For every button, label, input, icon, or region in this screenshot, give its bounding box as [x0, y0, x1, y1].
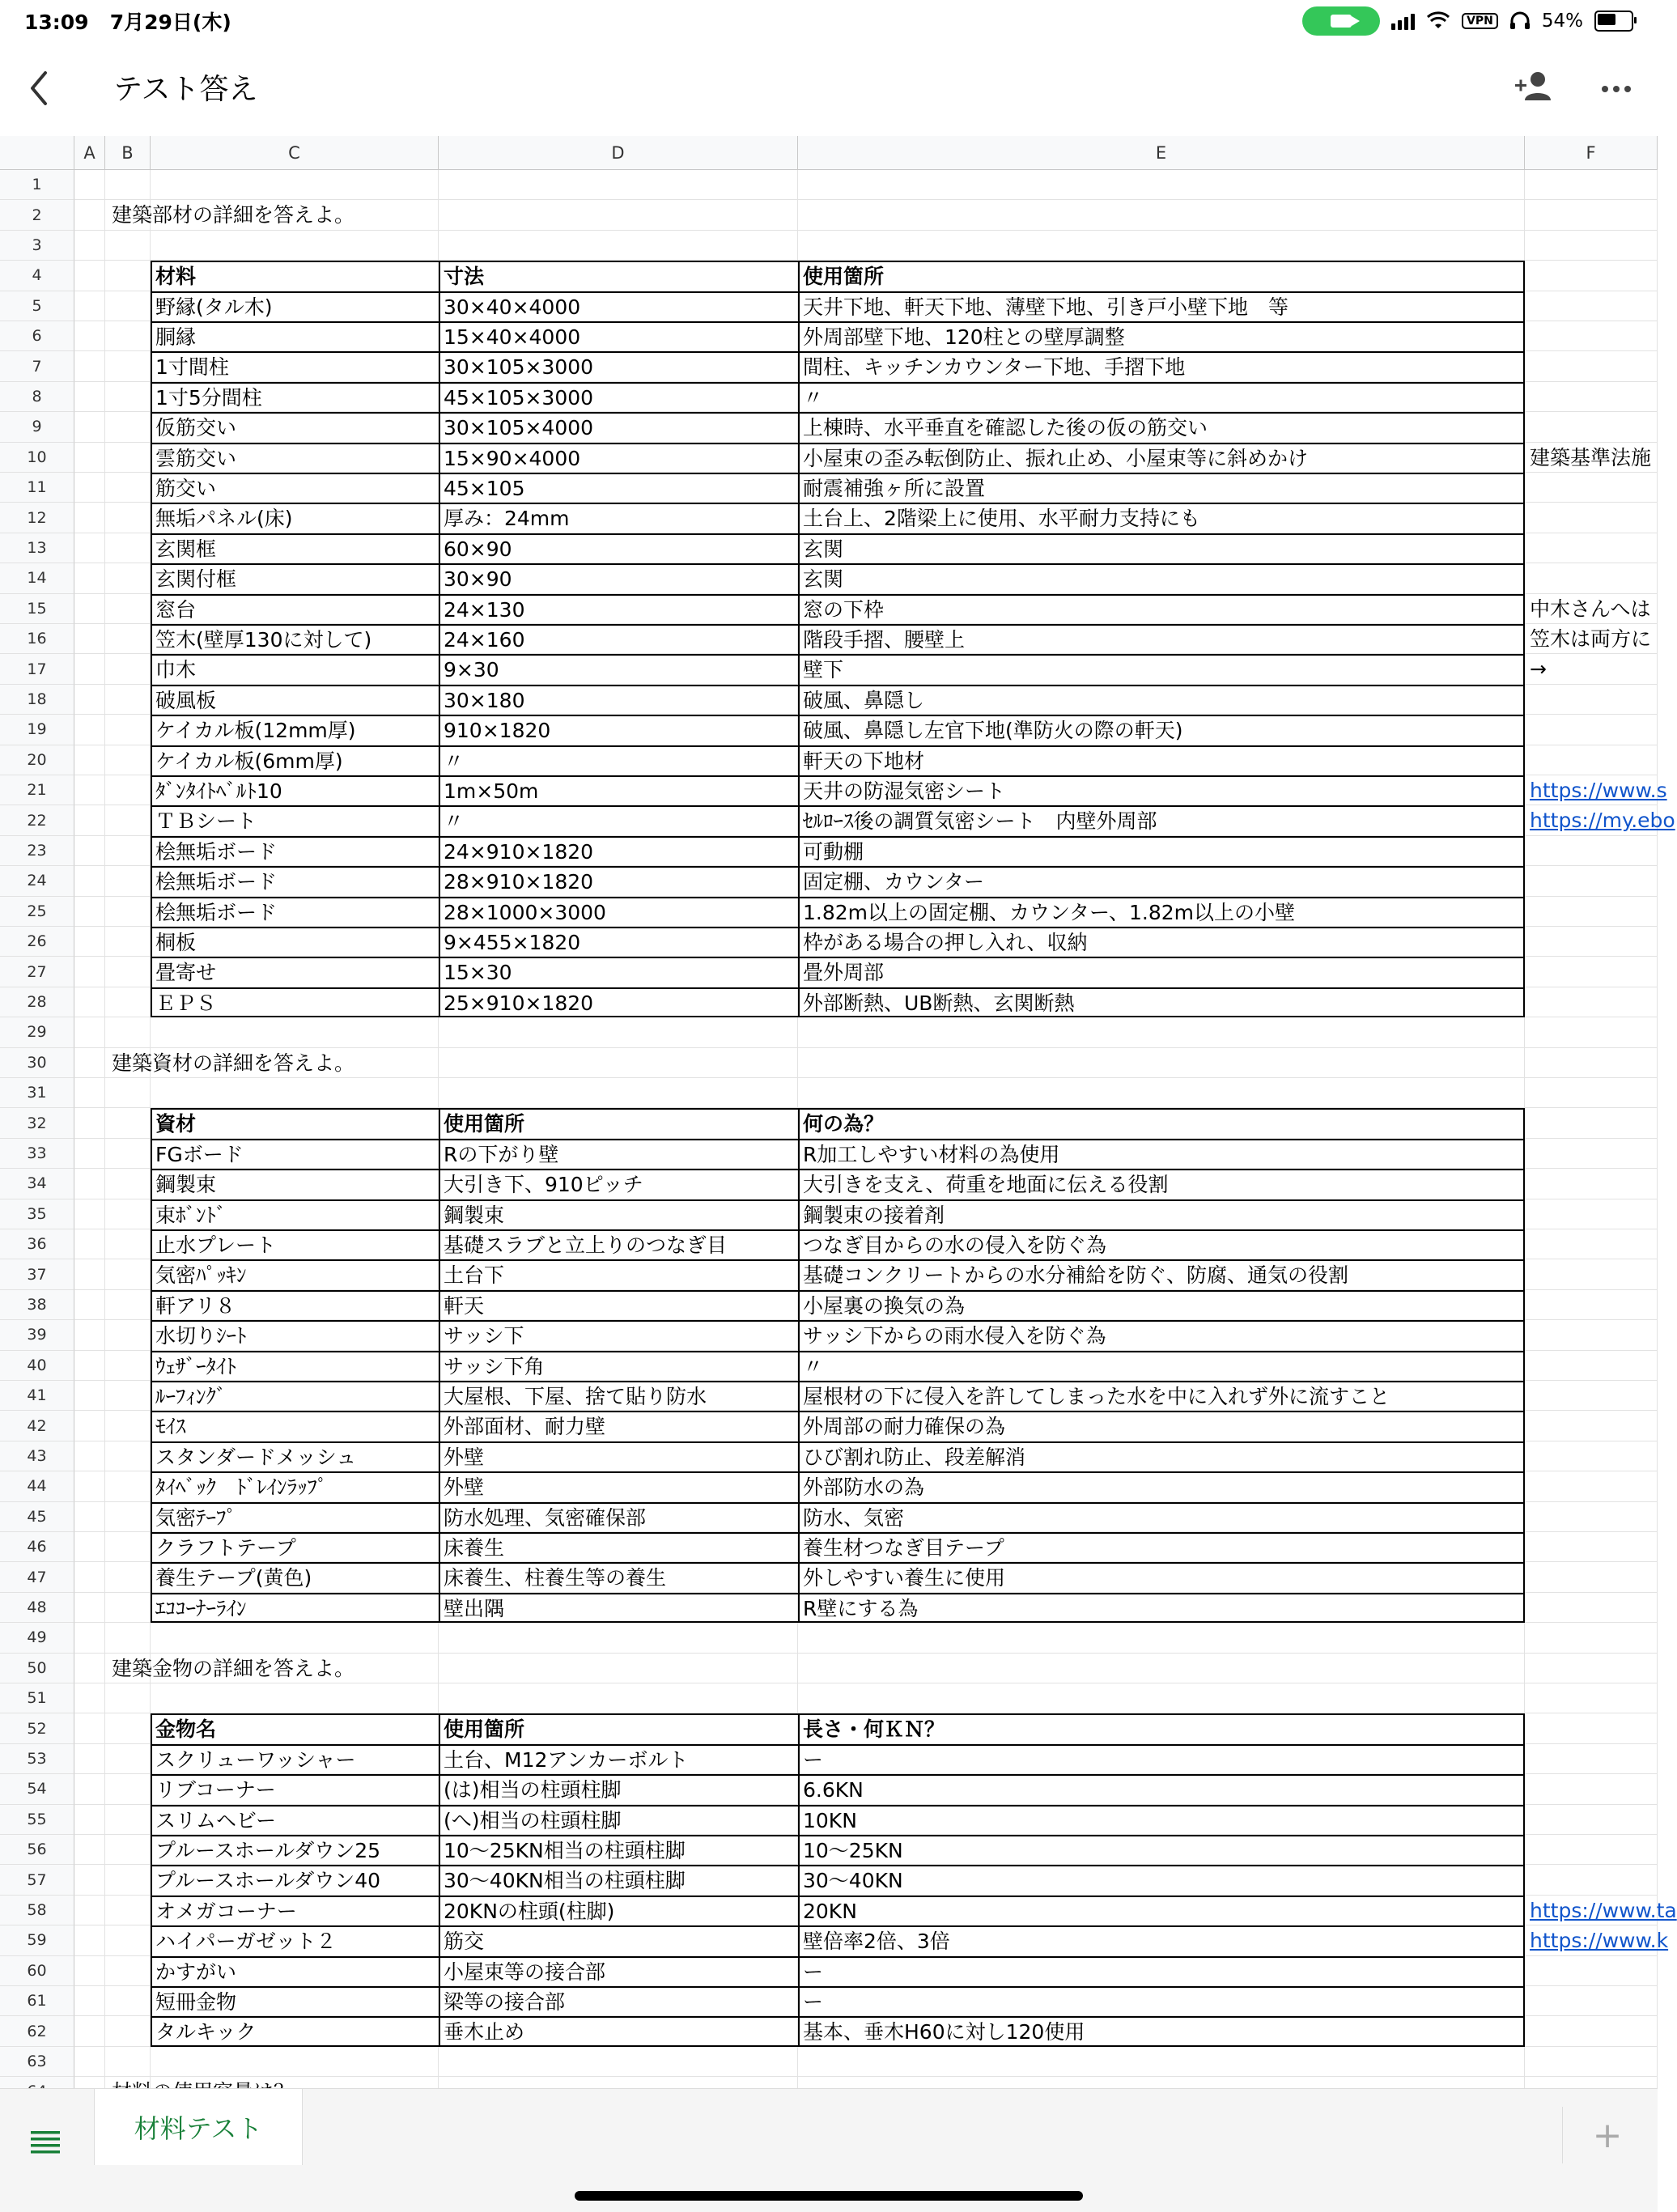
table-cell[interactable]: 28×1000×3000	[444, 900, 606, 924]
row-header[interactable]: 34	[0, 1169, 74, 1199]
table-cell[interactable]: R壁にする為	[803, 1596, 919, 1620]
table-cell[interactable]: 窓の下枠	[803, 597, 885, 622]
sheet-tab-bar	[0, 2088, 1658, 2212]
table-cell[interactable]: 30×105×3000	[444, 355, 594, 380]
table-cell[interactable]: 外部防水の為	[803, 1475, 925, 1500]
table-cell[interactable]: 軒天	[444, 1293, 485, 1318]
table-cell[interactable]: 24×910×1820	[444, 839, 594, 864]
table-cell[interactable]: 基礎コンクリートからの水分補給を防ぐ、防腐、通気の役割	[803, 1263, 1349, 1288]
table-cell[interactable]: ケイカル板(6mm厚)	[155, 749, 343, 773]
table-header-cell[interactable]: 使用箇所	[444, 1112, 525, 1136]
table-cell[interactable]: 屋根材の下に侵入を許してしまった水を中に入れず外に流すこと	[803, 1385, 1390, 1408]
vpn-badge: VPN	[1462, 13, 1498, 29]
row-header[interactable]: 21	[0, 775, 74, 805]
sheet-list-menu-icon[interactable]	[23, 2120, 68, 2165]
spreadsheet-grid[interactable]	[0, 136, 1677, 2088]
section-heading[interactable]: 建築部材の詳細を答えよ。	[112, 203, 355, 227]
row-header[interactable]: 60	[0, 1956, 74, 1986]
status-time: 13:09 7月29日(木)	[24, 11, 231, 34]
table-cell[interactable]: オメガコーナー	[155, 1899, 297, 1923]
back-arrow-icon[interactable]	[23, 66, 55, 110]
row-header[interactable]: 63	[0, 2047, 74, 2077]
table-cell[interactable]: 床養生	[444, 1536, 505, 1560]
table-cell[interactable]: ー	[803, 1747, 824, 1772]
hyperlink-cell[interactable]: https://www.k	[1530, 1929, 1669, 1953]
table-cell[interactable]: 気密ﾃｰﾌﾟ	[155, 1505, 237, 1530]
table-cell[interactable]: 間柱、キッチンカウンター下地、手摺下地	[803, 355, 1186, 380]
row-header[interactable]: 53	[0, 1744, 74, 1774]
table-cell[interactable]: 無垢パネル(床)	[155, 507, 293, 531]
row-header[interactable]: 23	[0, 836, 74, 866]
table-header-cell[interactable]: 何の為？	[803, 1112, 885, 1136]
table-cell[interactable]: 仮筋交い	[155, 416, 237, 440]
row-header[interactable]: 32	[0, 1108, 74, 1138]
table-column-border	[439, 1108, 440, 1623]
table-cell[interactable]: 胴縁	[155, 325, 197, 349]
table-cell[interactable]: 9×455×1820	[444, 931, 581, 954]
table-cell[interactable]: リブコーナー	[155, 1778, 276, 1802]
table-cell[interactable]: (へ)相当の柱頭柱脚	[444, 1808, 622, 1832]
row-header[interactable]: 19	[0, 715, 74, 745]
row-header[interactable]: 39	[0, 1320, 74, 1350]
table-cell[interactable]: 外しやすい養生に使用	[803, 1566, 1006, 1590]
row-header[interactable]: 31	[0, 1078, 74, 1108]
table-cell[interactable]: 30〜40KN	[803, 1869, 903, 1893]
table-cell[interactable]: クラフトテープ	[155, 1536, 296, 1560]
table-header-cell[interactable]: 金物名	[155, 1717, 217, 1742]
table-cell[interactable]: 土台上、2階梁上に使用、水平耐力支持にも	[803, 507, 1200, 531]
row-header[interactable]: 6	[0, 321, 74, 351]
row-header[interactable]: 50	[0, 1654, 74, 1683]
table-cell[interactable]: 9×30	[444, 658, 499, 682]
table-cell[interactable]: サッシ下	[444, 1324, 524, 1348]
table-cell[interactable]: 10KN	[803, 1808, 857, 1832]
row-header[interactable]: 62	[0, 2016, 74, 2046]
table-cell[interactable]: FGボード	[155, 1142, 244, 1166]
table-cell[interactable]: 外部断熱、UB断熱、玄関断熱	[803, 991, 1075, 1015]
row-header[interactable]: 61	[0, 1986, 74, 2016]
row-header[interactable]: 59	[0, 1925, 74, 1955]
table-cell[interactable]: 畳寄せ	[155, 961, 217, 985]
table-header-cell[interactable]: 材料	[155, 265, 197, 289]
table-cell[interactable]: 外周部の耐力確保の為	[803, 1415, 1006, 1439]
table-cell[interactable]: Rの下がり壁	[444, 1142, 559, 1166]
table-column-border	[439, 1713, 440, 2046]
table-cell[interactable]: 上棟時、水平垂直を確認した後の仮の筋交い	[803, 416, 1208, 440]
table-cell[interactable]: 桧無垢ボード	[155, 839, 278, 864]
table-cell[interactable]: 910×1820	[444, 719, 551, 743]
table-cell[interactable]: 28×910×1820	[444, 870, 594, 894]
table-cell[interactable]: 15×40×4000	[444, 325, 581, 349]
table-cell[interactable]: 養生材つなぎ目テープ	[803, 1536, 1004, 1560]
row-header[interactable]: 27	[0, 957, 74, 987]
hyperlink-cell[interactable]: https://www.s	[1530, 779, 1667, 802]
row-header[interactable]: 1	[0, 170, 74, 200]
table-cell[interactable]: 外周部壁下地、120柱との壁厚調整	[803, 325, 1125, 349]
table-cell[interactable]: 壁下	[803, 658, 844, 682]
table-cell[interactable]: 野縁(タル木)	[155, 295, 273, 319]
table-cell[interactable]: 天井の防湿気密シート	[803, 779, 1006, 803]
table-cell[interactable]: 〃	[444, 749, 465, 773]
table-cell[interactable]: 10〜25KN相当の柱頭柱脚	[444, 1839, 686, 1862]
table-cell[interactable]: ﾓｲｽ	[155, 1415, 186, 1439]
row-header[interactable]: 33	[0, 1139, 74, 1169]
table-cell[interactable]: 外壁	[444, 1475, 485, 1500]
table-cell[interactable]: 15×90×4000	[444, 446, 581, 470]
row-header[interactable]: 55	[0, 1805, 74, 1835]
table-cell[interactable]: 24×130	[444, 597, 525, 622]
table-cell[interactable]: 養生テープ(黄色)	[155, 1566, 312, 1590]
table-cell[interactable]: 軒アリ８	[155, 1293, 236, 1318]
document-title: テスト答え	[113, 73, 258, 106]
table-cell[interactable]: ひび割れ防止、段差解消	[803, 1445, 1026, 1469]
row-header[interactable]: 37	[0, 1259, 74, 1289]
row-header[interactable]: 52	[0, 1713, 74, 1743]
table-cell[interactable]: 玄関付框	[155, 567, 237, 592]
table-cell[interactable]: 固定棚、カウンター	[803, 870, 985, 894]
table-cell[interactable]: ｾﾙﾛｰｽ後の調質気密シート 内壁外周部	[803, 809, 1157, 834]
table-cell[interactable]: ＴＢシート	[155, 809, 257, 834]
table-cell[interactable]: (は)相当の柱頭柱脚	[444, 1778, 622, 1802]
row-header[interactable]: 24	[0, 866, 74, 896]
column-header-c[interactable]: C	[151, 136, 439, 170]
more-options-icon[interactable]	[1596, 68, 1637, 107]
table-cell[interactable]: 玄関	[803, 567, 844, 592]
row-header[interactable]: 18	[0, 685, 74, 715]
row-header[interactable]: 22	[0, 805, 74, 835]
table-cell[interactable]: 24×160	[444, 628, 525, 652]
table-cell[interactable]: 〃	[803, 1354, 824, 1378]
hyperlink-cell[interactable]: https://my.ebo	[1530, 809, 1675, 833]
table-cell[interactable]: 45×105×3000	[444, 385, 594, 410]
table-cell[interactable]: 破風、鼻隠し	[803, 688, 925, 712]
table-cell[interactable]: タルキック	[155, 2020, 257, 2044]
table-cell[interactable]: 小屋束の歪み転倒防止、振れ止め、小屋束等に斜めかけ	[803, 446, 1309, 470]
table-cell[interactable]: 鋼製束の接着剤	[803, 1203, 945, 1227]
row-header[interactable]: 26	[0, 927, 74, 957]
table-cell[interactable]: 束ﾎﾞﾝﾄﾞ	[155, 1203, 227, 1227]
add-sheet-button[interactable]: +	[1562, 2107, 1652, 2163]
row-header[interactable]: 35	[0, 1199, 74, 1229]
table-cell[interactable]: 垂木止め	[444, 2020, 525, 2044]
row-header[interactable]: 38	[0, 1290, 74, 1320]
table-cell[interactable]: 小屋裏の換気の為	[803, 1293, 966, 1318]
table-cell[interactable]: ｴｺｺｰﾅｰﾗｲﾝ	[155, 1596, 247, 1620]
table-cell[interactable]: 軒天の下地材	[803, 749, 925, 773]
table-cell[interactable]: 25×910×1820	[444, 991, 594, 1015]
row-header[interactable]: 7	[0, 351, 74, 381]
table-cell[interactable]: 15×30	[444, 961, 512, 985]
table-cell[interactable]: 20KNの柱頭(柱脚)	[444, 1899, 615, 1923]
row-header[interactable]: 12	[0, 503, 74, 533]
table-header-cell[interactable]: 資材	[155, 1112, 197, 1136]
table-cell[interactable]: 防水、気密	[803, 1505, 905, 1530]
table-cell[interactable]: 30×105×4000	[444, 416, 594, 440]
column-header-a[interactable]: A	[74, 136, 105, 170]
table-column-border	[798, 1108, 800, 1623]
table-cell[interactable]: プルースホールダウン25	[155, 1839, 381, 1862]
status-indicators	[1302, 6, 1633, 36]
row-header[interactable]: 30	[0, 1048, 74, 1078]
table-cell[interactable]: 大引きを支え、荷重を地面に伝える役割	[803, 1173, 1169, 1197]
table-cell[interactable]: 45×105	[444, 477, 525, 500]
table-cell[interactable]: ケイカル板(12mm厚)	[155, 719, 356, 743]
table-cell[interactable]: 筋交	[444, 1930, 485, 1954]
table-cell[interactable]: ﾀｲﾍﾞｯｸ ﾄﾞﾚｲﾝﾗｯﾌﾟ	[155, 1475, 328, 1500]
section-heading[interactable]: 建築金物の詳細を答えよ。	[112, 1656, 355, 1680]
column-f-cell[interactable]: 建築基準法施	[1530, 445, 1652, 469]
table-cell[interactable]: 破風、鼻隠し左官下地(準防火の際の軒天)	[803, 719, 1183, 743]
select-all-corner[interactable]	[0, 136, 74, 170]
column-header-f[interactable]: F	[1525, 136, 1658, 170]
table-cell[interactable]: サッシ下角	[444, 1354, 545, 1378]
table-cell[interactable]: 厚み：24mm	[444, 507, 570, 531]
row-header[interactable]: 40	[0, 1351, 74, 1381]
table-cell[interactable]: 外壁	[444, 1445, 485, 1469]
table-cell[interactable]: ｳｪｻﾞｰﾀｲﾄ	[155, 1354, 237, 1378]
table-cell[interactable]: 外部面材、耐力壁	[444, 1415, 606, 1439]
column-f-cell[interactable]: 中木さんへは	[1530, 597, 1651, 621]
row-header[interactable]: 13	[0, 533, 74, 563]
row-header[interactable]: 51	[0, 1683, 74, 1713]
table-cell[interactable]: ー	[803, 1959, 824, 1984]
row-header[interactable]: 58	[0, 1896, 74, 1925]
table-cell[interactable]: プルースホールダウン40	[155, 1869, 381, 1893]
table-cell[interactable]: 30×90	[444, 567, 512, 592]
wifi-icon	[1426, 12, 1450, 30]
row-header[interactable]: 36	[0, 1229, 74, 1259]
row-header[interactable]: 49	[0, 1623, 74, 1653]
gridline-horizontal	[74, 2076, 1658, 2077]
table-cell[interactable]: 20KN	[803, 1899, 857, 1923]
table-column-border	[798, 1713, 800, 2046]
battery-percent: 54%	[1541, 11, 1583, 32]
table-cell[interactable]: 階段手摺、腰壁上	[803, 628, 966, 652]
hyperlink-cell[interactable]: https://www.ta	[1530, 1898, 1677, 1922]
table-cell[interactable]: 30×180	[444, 688, 525, 712]
table-cell[interactable]: 枠がある場合の押し入れ、収納	[803, 931, 1088, 954]
row-header[interactable]: 54	[0, 1774, 74, 1804]
table-cell[interactable]: 雲筋交い	[155, 446, 237, 470]
cell-grid	[0, 136, 1677, 2088]
add-person-icon[interactable]	[1514, 68, 1554, 107]
table-cell[interactable]: 30×40×4000	[444, 295, 581, 319]
table-cell[interactable]: 鋼製束	[444, 1203, 505, 1227]
table-cell[interactable]: かすがい	[155, 1959, 237, 1984]
row-header[interactable]: 42	[0, 1411, 74, 1441]
row-header[interactable]: 44	[0, 1471, 74, 1501]
table-cell[interactable]: 壁出隅	[444, 1596, 505, 1620]
row-header[interactable]: 10	[0, 443, 74, 473]
column-f-cell[interactable]: →	[1530, 657, 1547, 681]
camera-in-use-icon	[1302, 6, 1380, 36]
home-indicator	[575, 2191, 1083, 2201]
table-cell[interactable]: 〃	[444, 809, 465, 834]
row-header[interactable]: 57	[0, 1865, 74, 1895]
row-header[interactable]: 8	[0, 382, 74, 412]
table-cell[interactable]: 梁等の接合部	[444, 1990, 566, 2014]
row-header[interactable]: 29	[0, 1017, 74, 1047]
table-cell[interactable]: 天井下地、軒天下地、薄壁下地、引き戸小壁下地 等	[803, 295, 1289, 319]
table-cell[interactable]: 床養生、柱養生等の養生	[444, 1566, 667, 1590]
table-cell[interactable]: 1m×50m	[444, 779, 539, 803]
table-cell[interactable]: 水切りｼｰﾄ	[155, 1324, 247, 1348]
app-header	[0, 40, 1658, 136]
sheet-tab-active[interactable]: 材料テスト	[94, 2089, 303, 2165]
row-header[interactable]: 11	[0, 473, 74, 503]
table-cell[interactable]: 6.6KN	[803, 1778, 864, 1802]
row-header[interactable]: 15	[0, 594, 74, 624]
table-cell[interactable]: 1.82m以上の固定棚、カウンター、1.82m以上の小壁	[803, 900, 1296, 924]
table-cell[interactable]: 防水処理、気密確保部	[444, 1505, 647, 1530]
table-cell[interactable]: ハイパーガゼット２	[155, 1930, 337, 1954]
row-header[interactable]: 45	[0, 1502, 74, 1532]
row-header[interactable]: 4	[0, 261, 74, 291]
table-cell[interactable]: つなぎ目からの水の侵入を防ぐ為	[803, 1233, 1107, 1257]
table-cell[interactable]: 畳外周部	[803, 961, 885, 985]
section-heading[interactable]: 建築資材の詳細を答えよ。	[112, 1051, 355, 1075]
row-header[interactable]: 5	[0, 291, 74, 321]
table-cell[interactable]: 10〜25KN	[803, 1839, 903, 1862]
table-header-cell[interactable]: 長さ・何ＫＮ？	[803, 1717, 945, 1742]
table-cell[interactable]: ﾀﾞﾝﾀｲﾄﾍﾞﾙﾄ10	[155, 779, 282, 803]
table-header-cell[interactable]: 使用箇所	[803, 265, 885, 289]
row-header[interactable]: 46	[0, 1532, 74, 1562]
table-cell[interactable]: サッシ下からの雨水侵入を防ぐ為	[803, 1324, 1106, 1348]
table-column-border	[439, 261, 440, 1017]
row-header[interactable]: 28	[0, 987, 74, 1017]
table-cell[interactable]: 大屋根、下屋、捨て貼り防水	[444, 1385, 707, 1408]
headphones-icon	[1509, 12, 1531, 30]
column-header-e[interactable]: E	[798, 136, 1525, 170]
table-cell[interactable]: 桧無垢ボード	[155, 900, 278, 924]
table-cell[interactable]: 止水プレート	[155, 1233, 277, 1257]
row-header[interactable]: 41	[0, 1381, 74, 1411]
row-header[interactable]: 25	[0, 897, 74, 927]
table-header-cell[interactable]: 寸法	[444, 265, 485, 289]
table-cell[interactable]: 巾木	[155, 658, 197, 682]
row-header[interactable]: 16	[0, 624, 74, 654]
table-cell[interactable]: 基礎スラブと立上りのつなぎ目	[444, 1233, 728, 1257]
table-cell[interactable]: 耐震補強ヶ所に設置	[803, 477, 986, 500]
column-header-b[interactable]: B	[105, 136, 151, 170]
battery-icon	[1594, 11, 1633, 32]
table-cell[interactable]: 気密ﾊﾟｯｷﾝ	[155, 1263, 247, 1288]
table-cell[interactable]: 大引き下、910ピッチ	[444, 1173, 643, 1197]
table-cell[interactable]: スリムヘビー	[155, 1808, 277, 1832]
row-header[interactable]: 17	[0, 654, 74, 684]
table-cell[interactable]: 玄関框	[155, 537, 217, 561]
table-cell[interactable]: 玄関	[803, 537, 844, 561]
row-header[interactable]: 20	[0, 745, 74, 775]
table-column-border	[798, 261, 800, 1017]
table-cell[interactable]: ﾙｰﾌｨﾝｸﾞ	[155, 1385, 227, 1408]
row-header[interactable]: 48	[0, 1593, 74, 1623]
table-cell[interactable]: スタンダードメッシュ	[155, 1445, 357, 1469]
table-cell[interactable]: ー	[803, 1990, 824, 2014]
row-header[interactable]: 56	[0, 1835, 74, 1865]
table-cell[interactable]: 桐板	[155, 931, 197, 954]
table-cell[interactable]: 土台、M12アンカーボルト	[444, 1747, 689, 1772]
row-header[interactable]: 43	[0, 1441, 74, 1471]
table-cell[interactable]: 鋼製束	[155, 1173, 217, 1197]
table-cell[interactable]: 可動棚	[803, 839, 864, 864]
table-cell[interactable]: 基本、垂木H60に対し120使用	[803, 2020, 1085, 2044]
status-bar	[0, 0, 1658, 40]
table-cell[interactable]: 30〜40KN相当の柱頭柱脚	[444, 1869, 686, 1893]
table-cell[interactable]: 1寸5分間柱	[155, 385, 262, 410]
cellular-signal-icon	[1391, 12, 1415, 30]
table-cell[interactable]: 窓台	[155, 597, 197, 622]
table-cell[interactable]: 桧無垢ボード	[155, 870, 278, 894]
table-header-cell[interactable]: 使用箇所	[444, 1717, 525, 1742]
row-header[interactable]: 2	[0, 200, 74, 230]
table-cell[interactable]: 小屋束等の接合部	[444, 1959, 606, 1984]
column-header-d[interactable]: D	[439, 136, 798, 170]
table-cell[interactable]: 土台下	[444, 1263, 505, 1288]
row-header[interactable]: 14	[0, 563, 74, 593]
table-cell[interactable]: 〃	[803, 385, 824, 410]
table-cell[interactable]: 60×90	[444, 537, 512, 561]
row-header[interactable]: 47	[0, 1562, 74, 1592]
row-header[interactable]: 3	[0, 231, 74, 261]
table-cell[interactable]: 破風板	[155, 688, 217, 712]
table-cell[interactable]: スクリューワッシャー	[155, 1747, 356, 1772]
row-header[interactable]: 9	[0, 412, 74, 442]
table-cell[interactable]: 短冊金物	[155, 1990, 237, 2014]
column-f-cell[interactable]: 笠木は両方に	[1530, 627, 1652, 651]
table-cell[interactable]: 筋交い	[155, 477, 217, 500]
table-cell[interactable]: R加工しやすい材料の為使用	[803, 1142, 1060, 1166]
table-cell[interactable]: 笠木(壁厚130に対して)	[155, 628, 372, 652]
table-cell[interactable]: ＥＰＳ	[155, 991, 217, 1015]
table-cell[interactable]: 1寸間柱	[155, 355, 229, 380]
gridline-vertical	[104, 170, 105, 2112]
table-cell[interactable]: 壁倍率2倍、3倍	[803, 1930, 950, 1954]
